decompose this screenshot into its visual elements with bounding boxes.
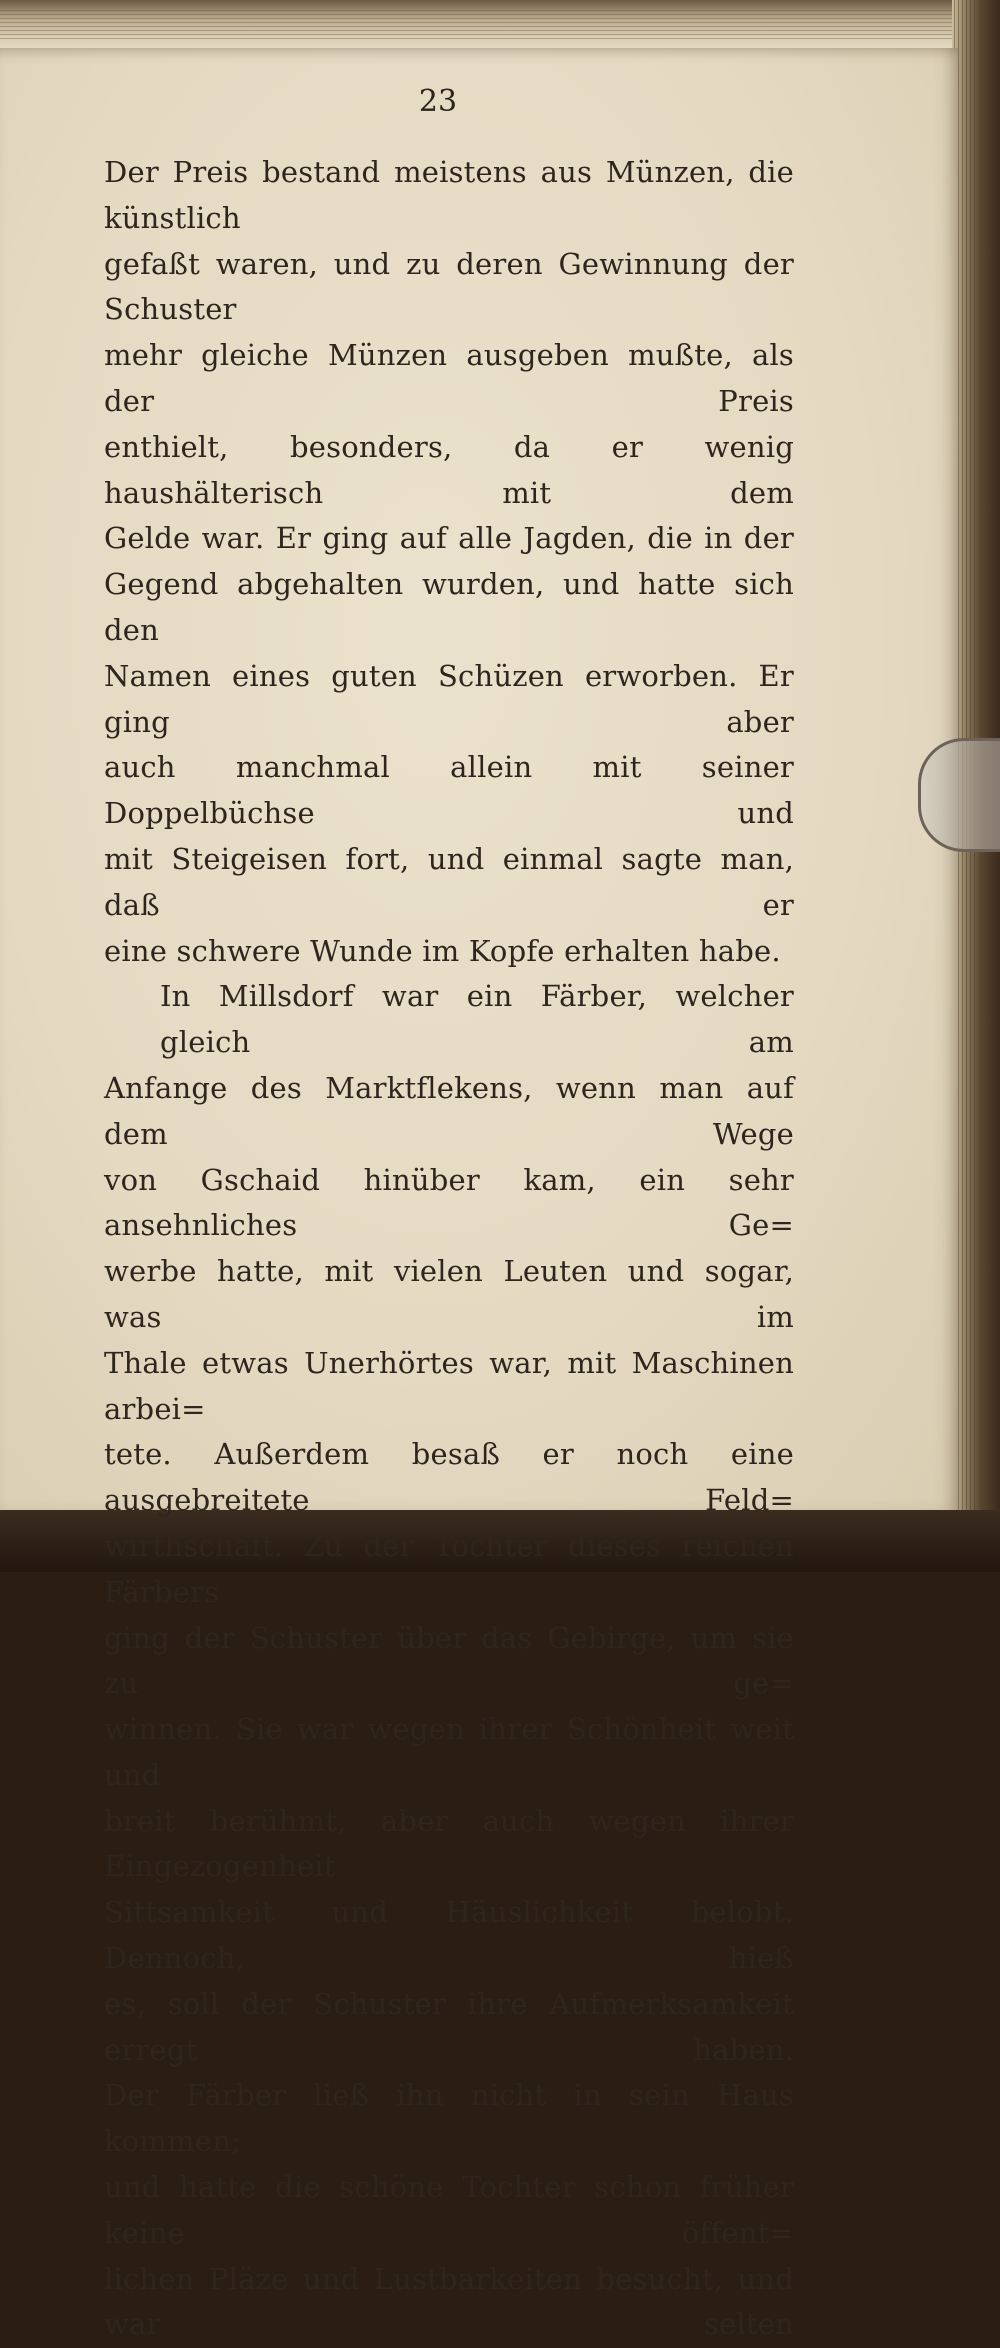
text-line: werbe hatte, mit vielen Leuten und sogar, was im bbox=[104, 1254, 794, 1334]
book-page-edges-top bbox=[0, 0, 970, 52]
text-line: es, soll der Schuster ihre Aufmerksamkeit erregt haben. bbox=[104, 1986, 794, 2067]
text-line: winnen. Sie war wegen ihrer Schönheit weit und bbox=[104, 1712, 794, 1792]
text-line: Gegend abgehalten wurden, und hatte sich den bbox=[104, 567, 794, 647]
text-line: mehr gleiche Münzen ausgeben mußte, als der Preis bbox=[104, 338, 794, 418]
text-line: Der Färber ließ ihn nicht in sein Haus kommen; bbox=[104, 2078, 794, 2159]
text-line: eine schwere Wunde im Kopfe erhalten habe. bbox=[104, 933, 781, 968]
text-line: Sittsamkeit und Häuslichkeit belobt. Dennoch, hieß bbox=[104, 1895, 794, 1976]
page-number: 23 bbox=[418, 84, 458, 119]
text-line: von Gschaid hinüber kam, ein sehr ansehnliches Ge= bbox=[104, 1162, 794, 1243]
page-clip bbox=[918, 738, 1000, 852]
body-text bbox=[104, 150, 794, 2348]
text-line: wirthschaft. Zu der Tochter dieses reichen Färbers bbox=[104, 1528, 794, 1609]
text-line: breit berühmt, aber auch wegen ihrer Eingezogenheit bbox=[104, 1803, 794, 1884]
text-line: und hatte die schöne Tochter schon früher keine öffent= bbox=[104, 2170, 794, 2250]
text-line: Anfange des Marktflekens, wenn man auf dem Wege bbox=[104, 1070, 794, 1151]
text-line: In Millsdorf war ein Färber, welcher gleich am bbox=[160, 979, 794, 1060]
text-line: enthielt, besonders, da er wenig haushälterisch mit dem bbox=[104, 429, 794, 510]
text-line: auch manchmal allein mit seiner Doppelbüchse und bbox=[104, 750, 794, 831]
text-line: tete. Außerdem besaß er noch eine ausgebreitete Feld= bbox=[104, 1437, 794, 1518]
text-line: gefaßt waren, und zu deren Gewinnung der Schuster bbox=[104, 246, 794, 327]
text-line: Gelde war. Er ging auf alle Jagden, die in der bbox=[104, 521, 794, 556]
text-line: Der Preis bestand meistens aus Münzen, die künstlich bbox=[104, 155, 794, 235]
text-line: lichen Pläze und Lustbarkeiten besucht, und war selten bbox=[104, 2261, 794, 2342]
text-line: mit Steigeisen fort, und einmal sagte man, daß er bbox=[104, 841, 794, 922]
text-line: Namen eines guten Schüzen erworben. Er ging aber bbox=[104, 658, 794, 739]
text-line: ging der Schuster über das Gebirge, um sie zu ge= bbox=[104, 1620, 794, 1701]
text-line: Thale etwas Unerhörtes war, mit Maschinen arbei= bbox=[104, 1345, 794, 1426]
